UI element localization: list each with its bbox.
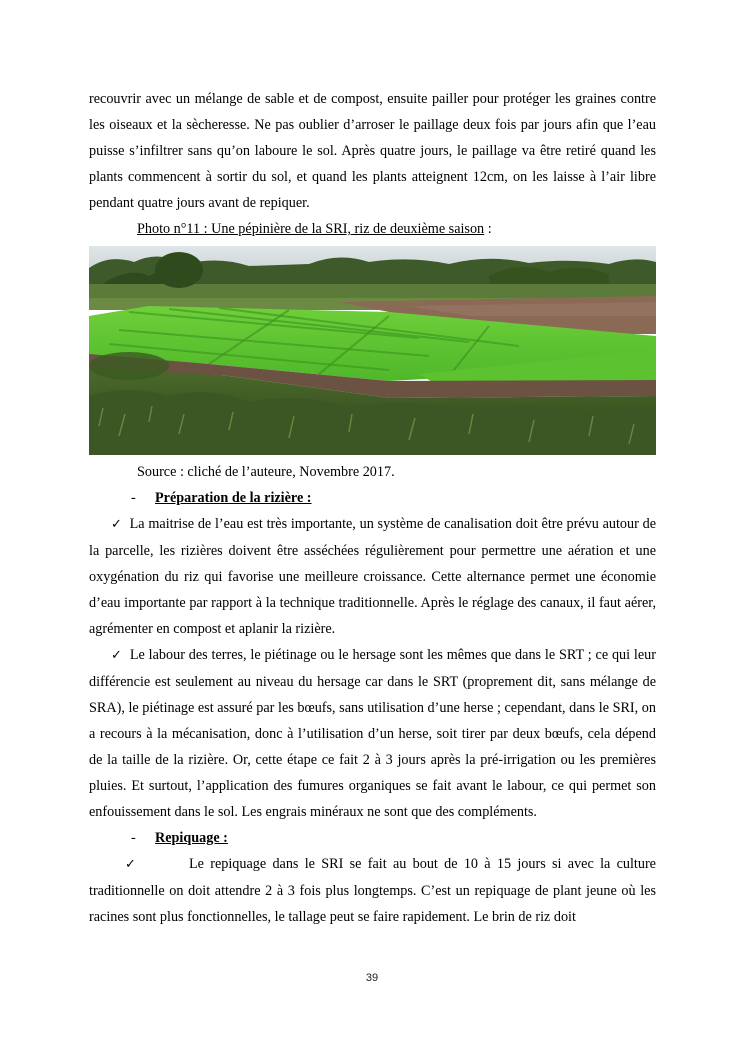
document-page bbox=[89, 86, 656, 930]
bullet-text: Le labour des terres, le piétinage ou le hersage sont les mêmes que dans le SRT ; ce qui leur différencie est seulement au niveau du hersage car dans le SRT (proprement dit, sans mélange de SRA), le piétinage est assuré par les bœufs, sans utilisation d’une herse ; cependant, dans le SRI, on a recours à la mécanisation, donc à l’utilisation d’un herse, soit tirer par deux bœufs, cela dépend de la taille de la rizière. Or, cette étape ce fait 2 à 3 jours après la pré-irrigation ou les premières pluies. Et surtout, l’application des fumures organiques se fait avant le labour, ce qui permet son enfouissement dans le sol. Les engrais minéraux ne sont que des compléments. bbox=[89, 647, 656, 820]
bullet-text: La maitrise de l’eau est très importante, un système de canalisation doit être prévu autour de la parcelle, les rizières doivent être asséchées régulièrement pour permettre une aération et une oxygénation du riz qui favorise une meilleure croissance. Cette alternance permet une économie d’eau importante par rapport à la technique traditionnelle. Après le réglage des canaux, il faut aérer, agrémenter en compost et aplanir la rizière. bbox=[89, 516, 656, 637]
intro-paragraph: recouvrir avec un mélange de sable et de compost, ensuite pailler pour protéger les graines contre les oiseaux et la sècheresse. Ne pas oublier d’arroser le paillage deux fois par jours afin que l’eau puisse s’infiltrer sans qu’on laboure le sol. Après quatre jours, le paillage va être retiré quand les plants commencent à sortir du sol, et quand les plants atteignent 12cm, on les laisse à l’air libre pendant quatre jours avant de repiquer. bbox=[89, 91, 656, 211]
heading-title: Repiquage : bbox=[155, 830, 228, 846]
page-number: 39 bbox=[365, 972, 379, 984]
photo-source: Source : cliché de l’auteure, Novembre 2017. bbox=[137, 464, 395, 480]
section-heading-preparation bbox=[89, 485, 656, 511]
photo-caption-suffix: : bbox=[484, 221, 492, 237]
rice-nursery-photo bbox=[89, 246, 656, 455]
heading-title: Préparation de la rizière : bbox=[155, 490, 312, 506]
check-icon: ✓ bbox=[111, 648, 123, 663]
heading-dash: - bbox=[131, 830, 136, 846]
section-heading-repiquage bbox=[89, 825, 656, 851]
bullet-paragraph bbox=[89, 642, 656, 825]
bullet-paragraph bbox=[89, 511, 656, 642]
check-icon: ✓ bbox=[125, 857, 139, 872]
check-icon: ✓ bbox=[111, 517, 123, 532]
bullet-text: Le repiquage dans le SRI se fait au bout de 10 à 15 jours si avec la culture traditionnelle on doit attendre 2 à 3 fois plus longtemps. C’est un repiquage de plant jeune où les racines sont plus fonctionnelles, le tallage peut se faire rapidement. Le brin de riz doit bbox=[89, 856, 656, 925]
heading-dash: - bbox=[131, 490, 136, 506]
photo-caption-title: Photo n°11 : Une pépinière de la SRI, riz de deuxième saison bbox=[137, 221, 485, 237]
bullet-paragraph bbox=[89, 851, 656, 930]
photo-caption bbox=[89, 216, 656, 242]
